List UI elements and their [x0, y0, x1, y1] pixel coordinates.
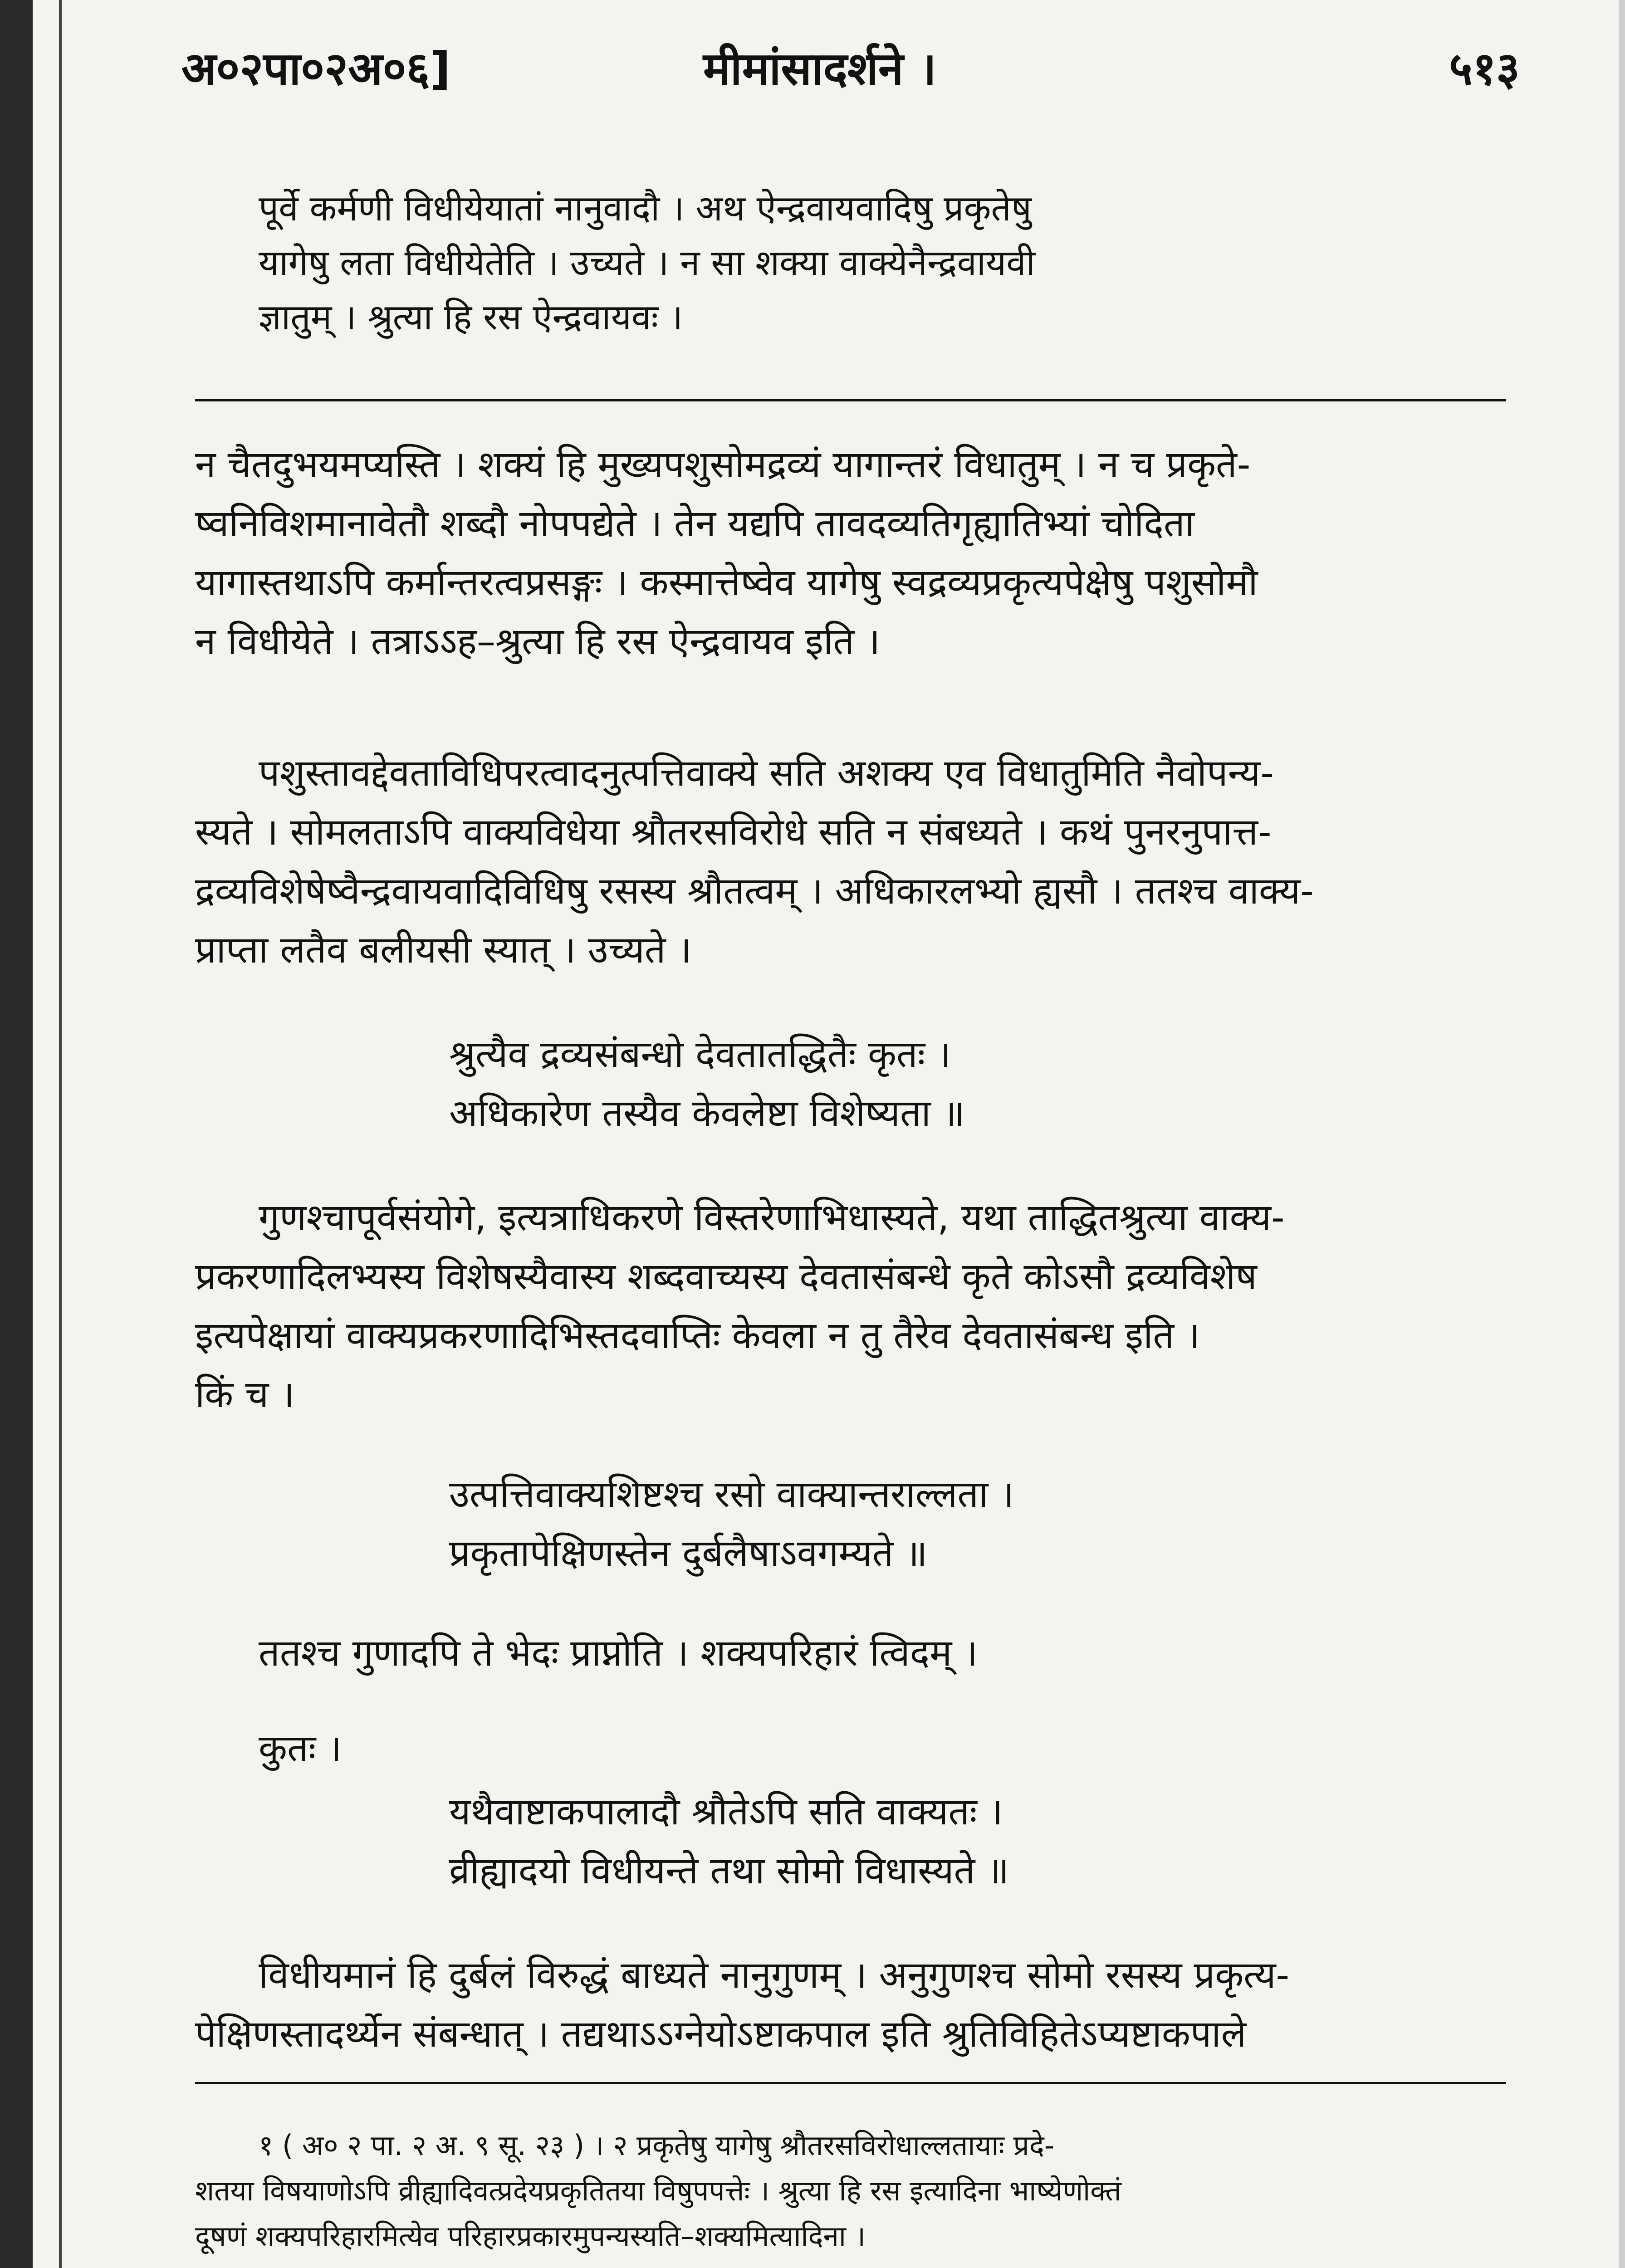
- text-line: यागेषु लता विधीयेतेति । उच्यते । न सा शक्या वाक्येनैन्द्रवायवी: [259, 243, 1035, 284]
- footnote-line: दूषणं शक्यपरिहारमित्येव परिहारप्रकारमुपन्यस्यति–शक्यमित्यादिना ।: [195, 2219, 866, 2253]
- text-line: स्यते । सोमलताऽपि वाक्यविधेया श्रौतरसविरोधे सति न संबध्यते । कथं पुनरनुपात्त-: [195, 811, 1272, 854]
- commentary-paragraph: [195, 1946, 1506, 2064]
- header-title: मीमांसादर्शने ।: [703, 42, 937, 95]
- verse-line: उत्पत्तिवाक्यशिष्टश्च रसो वाक्यान्तराल्लता ।: [449, 1473, 1014, 1516]
- text-line: पेक्षिणस्तादर्थ्येन संबन्धात् । तद्यथाऽऽग्नेयोऽष्टाकपाल इति श्रुतिविहितेऽप्यष्टाकपाले: [195, 2013, 1247, 2056]
- section-divider: [195, 399, 1506, 401]
- verse: [195, 1025, 1506, 1143]
- commentary-paragraph: [195, 744, 1506, 980]
- footnote-line: १ ( अ० २ पा. २ अ. ९ सू. २३ ) । २ प्रकृतेषु यागेषु श्रौतरसविरोधाल्लतायाः प्रदे-: [259, 2129, 1055, 2162]
- text-line: कुतः ।: [259, 1727, 342, 1770]
- text-line: ज्ञातुम् । श्रुत्या हि रस ऐन्द्रवायवः ।: [259, 297, 683, 338]
- binding-edge: [0, 0, 33, 2268]
- text-line: न विधीयेते । तत्राऽऽह–श्रुत्या हि रस ऐन्द्रवायव इति ।: [195, 620, 881, 663]
- text-line: ततश्च गुणादपि ते भेदः प्राप्नोति । शक्यपरिहारं त्विदम् ।: [259, 1632, 978, 1675]
- commentary-paragraph: [195, 1624, 1506, 1683]
- text-line: यागास्तथाऽपि कर्मान्तरत्वप्रसङ्गः । कस्मात्तेष्वेव यागेषु स्वद्रव्यप्रकृत्यपेक्षेषु पशुसोमौ: [195, 561, 1258, 604]
- text-line: इत्यपेक्षायां वाक्यप्रकरणादिभिस्तदवाप्तिः केवला न तु तैरेव देवतासंबन्ध इति ।: [195, 1314, 1200, 1357]
- commentary-paragraph: [195, 435, 1506, 671]
- footnote-line: शतया विषयाणोऽपि व्रीह्यादिवत्प्रदेयप्रकृतितया विषुपपत्तेः । श्रुत्या हि रस इत्यादिना भाष्येणोक्तं: [195, 2174, 1121, 2207]
- footnotes: [195, 2123, 1506, 2259]
- header-section-ref: अ०२पा०२अ०६]: [181, 42, 451, 95]
- verse-line: प्रकृतापेक्षिणस्तेन दुर्बलैषाऽवगम्यते ॥: [449, 1532, 928, 1575]
- text-line: ष्वनिविशमानावेतौ शब्दौ नोपपद्येते । तेन यद्यपि तावदव्यतिगृह्यातिभ्यां चोदिता: [195, 502, 1194, 545]
- verse-line: श्रुत्यैव द्रव्यसंबन्धो देवतातद्धितैः कृतः ।: [449, 1033, 951, 1076]
- text-line: प्रकरणादिलभ्यस्य विशेषस्यैवास्य शब्दवाच्यस्य देवतासंबन्धे कृते कोऽसौ द्रव्यविशेष: [195, 1255, 1257, 1298]
- text-line: न चैतदुभयमप्यस्ति । शक्यं हि मुख्यपशुसोमद्रव्यं यागान्तरं विधातुम् । न च प्रकृते-: [195, 443, 1251, 486]
- verse-line: यथैवाष्टाकपालादौ श्रौतेऽपि सति वाक्यतः ।: [449, 1790, 1003, 1833]
- commentary-paragraph: [195, 1188, 1506, 1424]
- text-line: किं च ।: [195, 1373, 295, 1416]
- header-page-number: ५१३: [1449, 42, 1520, 95]
- binding-line: [59, 0, 62, 2268]
- text-line: पूर्वे कर्मणी विधीयेयातां नानुवादौ । अथ ऐन्द्रवायवादिषु प्रकृतेषु: [259, 188, 1032, 229]
- text-line: पशुस्तावद्देवताविधिपरत्वादनुत्पत्तिवाक्ये सति अशक्य एव विधातुमिति नैवोपन्य-: [259, 752, 1274, 795]
- running-header: [181, 36, 1520, 104]
- top-paragraph: [195, 181, 1570, 345]
- verse-line: अधिकारेण तस्यैव केवलेष्टा विशेष्यता ॥: [449, 1092, 965, 1135]
- text-line: प्राप्ता लतैव बलीयसी स्यात् । उच्यते ।: [195, 929, 692, 972]
- text-line: गुणश्चापूर्वसंयोगे, इत्यत्राधिकरणे विस्तरेणाभिधास्यते, यथा ताद्धितश्रुत्या वाक्य-: [259, 1196, 1285, 1239]
- commentary-paragraph: [195, 1719, 1506, 1778]
- text-line: विधीयमानं हि दुर्बलं विरुद्धं बाध्यते नानुगुणम् । अनुगुणश्च सोमो रसस्य प्रकृत्य-: [259, 1954, 1290, 1997]
- footnote-divider: [195, 2082, 1506, 2084]
- text-line: द्रव्यविशेषेष्वैन्द्रवायवादिविधिषु रसस्य श्रौतत्वम् । अधिकारलभ्यो ह्यसौ । ततश्च वाक्य-: [195, 870, 1314, 913]
- page-right-edge: [1619, 0, 1625, 2268]
- verse-line: व्रीह्यादयो विधीयन्ते तथा सोमो विधास्यते ॥: [449, 1849, 1009, 1892]
- verse: [195, 1783, 1506, 1901]
- verse: [195, 1465, 1506, 1583]
